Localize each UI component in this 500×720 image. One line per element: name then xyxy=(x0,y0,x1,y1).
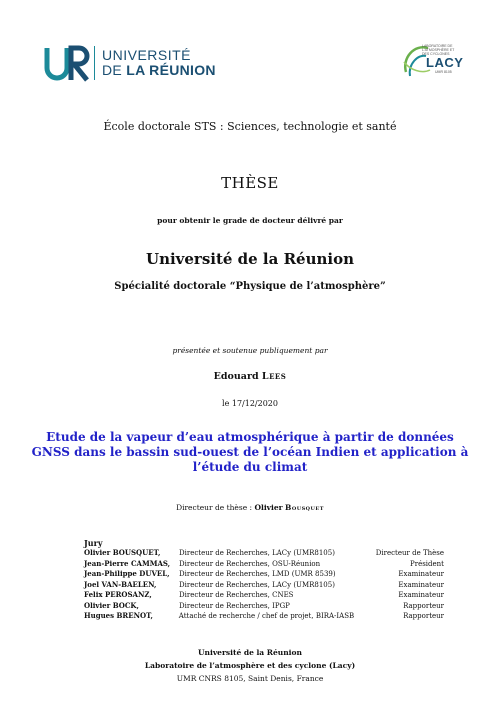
jury-member-affiliation: Attaché de recherche / chef de projet, BIRA-IASB xyxy=(178,612,355,620)
jury-member-affiliation: Directeur de Recherches, LACy (UMR8105) xyxy=(179,549,335,557)
jury-member-role: Président xyxy=(410,559,444,568)
university-name: Université de la Réunion xyxy=(145,250,354,268)
jury-member-role: Rapporteur xyxy=(403,601,444,610)
university-logo-text xyxy=(102,48,216,77)
university-logo-line1: UNIVERSITÉ xyxy=(102,47,192,64)
director-last-name: Bousquet xyxy=(285,503,324,512)
ur-monogram-icon xyxy=(44,44,90,82)
jury-member-affiliation: Directeur de Recherches, OSU-Réunion xyxy=(179,559,321,568)
university-logo xyxy=(44,44,216,82)
author-first-name: Edouard xyxy=(213,371,259,382)
jury-row xyxy=(84,569,444,580)
jury-row xyxy=(84,548,444,559)
jury-member-name: Hugues BRENOT, xyxy=(84,611,153,620)
jury-row xyxy=(84,559,444,570)
jury-member-name: Felix PEROSANZ, xyxy=(84,590,152,599)
jury-member-name: Joel VAN-BAELEN, xyxy=(84,579,157,589)
jury-member-role: Rapporteur xyxy=(403,612,444,620)
jury-list xyxy=(84,548,444,622)
jury-member-name: Jean-Pierre CAMMAS, xyxy=(84,558,171,568)
thesis-director xyxy=(0,503,500,512)
author-name xyxy=(0,371,500,382)
jury-row xyxy=(84,611,444,622)
jury-member-affiliation: Directeur de Recherches, CNES xyxy=(179,591,294,599)
jury-heading: Jury xyxy=(84,538,103,548)
jury-member-name: Olivier BOCK, xyxy=(84,600,139,610)
jury-row xyxy=(84,601,444,612)
logo-divider xyxy=(94,46,95,80)
jury-member-role: Examinateur xyxy=(398,580,444,589)
university-logo-line2: DE LA RÉUNION xyxy=(102,62,216,78)
presented-by: présentée et soutenue publiquement par xyxy=(172,346,328,355)
jury-member-role: Directeur de Thèse xyxy=(375,549,444,557)
lab-logo-subtext: UMR 8105 xyxy=(435,70,452,74)
document-type: THÈSE xyxy=(221,174,279,192)
jury-row xyxy=(84,590,444,601)
jury-member-name: Olivier BOUSQUET, xyxy=(84,548,161,557)
thesis-title: Etude de la vapeur d’eau atmosphérique à partir de données GNSS dans le bassin sud-ouest de l’océan Indien et application à l’étude du climat xyxy=(31,430,469,474)
director-label: Directeur de thèse : xyxy=(176,503,253,512)
degree-purpose: pour obtenir le grade de docteur délivré par xyxy=(157,216,343,225)
footer-university: Université de la Réunion xyxy=(197,648,302,657)
jury-member-role: Examinateur xyxy=(398,591,444,599)
lab-logo-small-text: LABORATOIRE DE L'ATMOSPHÈRE ET DES CYCLONES xyxy=(422,44,455,57)
footer-address: UMR CNRS 8105, Saint Denis, France xyxy=(176,674,324,683)
jury-member-affiliation: Directeur de Recherches, IPGP xyxy=(179,601,290,610)
jury-member-name: Jean-Philippe DUVEL, xyxy=(84,569,170,578)
author-last-name: Lees xyxy=(261,371,287,382)
doctoral-specialty: Spécialité doctorale “Physique de l’atmosphère” xyxy=(114,281,386,292)
jury-member-affiliation: Directeur de Recherches, LACy (UMR8105) xyxy=(179,580,335,589)
director-first-name: Olivier xyxy=(254,503,283,512)
jury-member-affiliation: Directeur de Recherches, LMD (UMR 8539) xyxy=(179,570,336,578)
jury-member-role: Examinateur xyxy=(398,570,444,578)
doctoral-school: École doctorale STS : Sciences, technologie et santé xyxy=(103,120,397,133)
lab-logo-name: LACY xyxy=(426,55,464,70)
jury-row xyxy=(84,580,444,591)
defense-date: le 17/12/2020 xyxy=(222,399,278,408)
footer-laboratory: Laboratoire de l’atmosphère et des cyclone (Lacy) xyxy=(144,661,356,670)
lab-logo xyxy=(400,40,462,80)
